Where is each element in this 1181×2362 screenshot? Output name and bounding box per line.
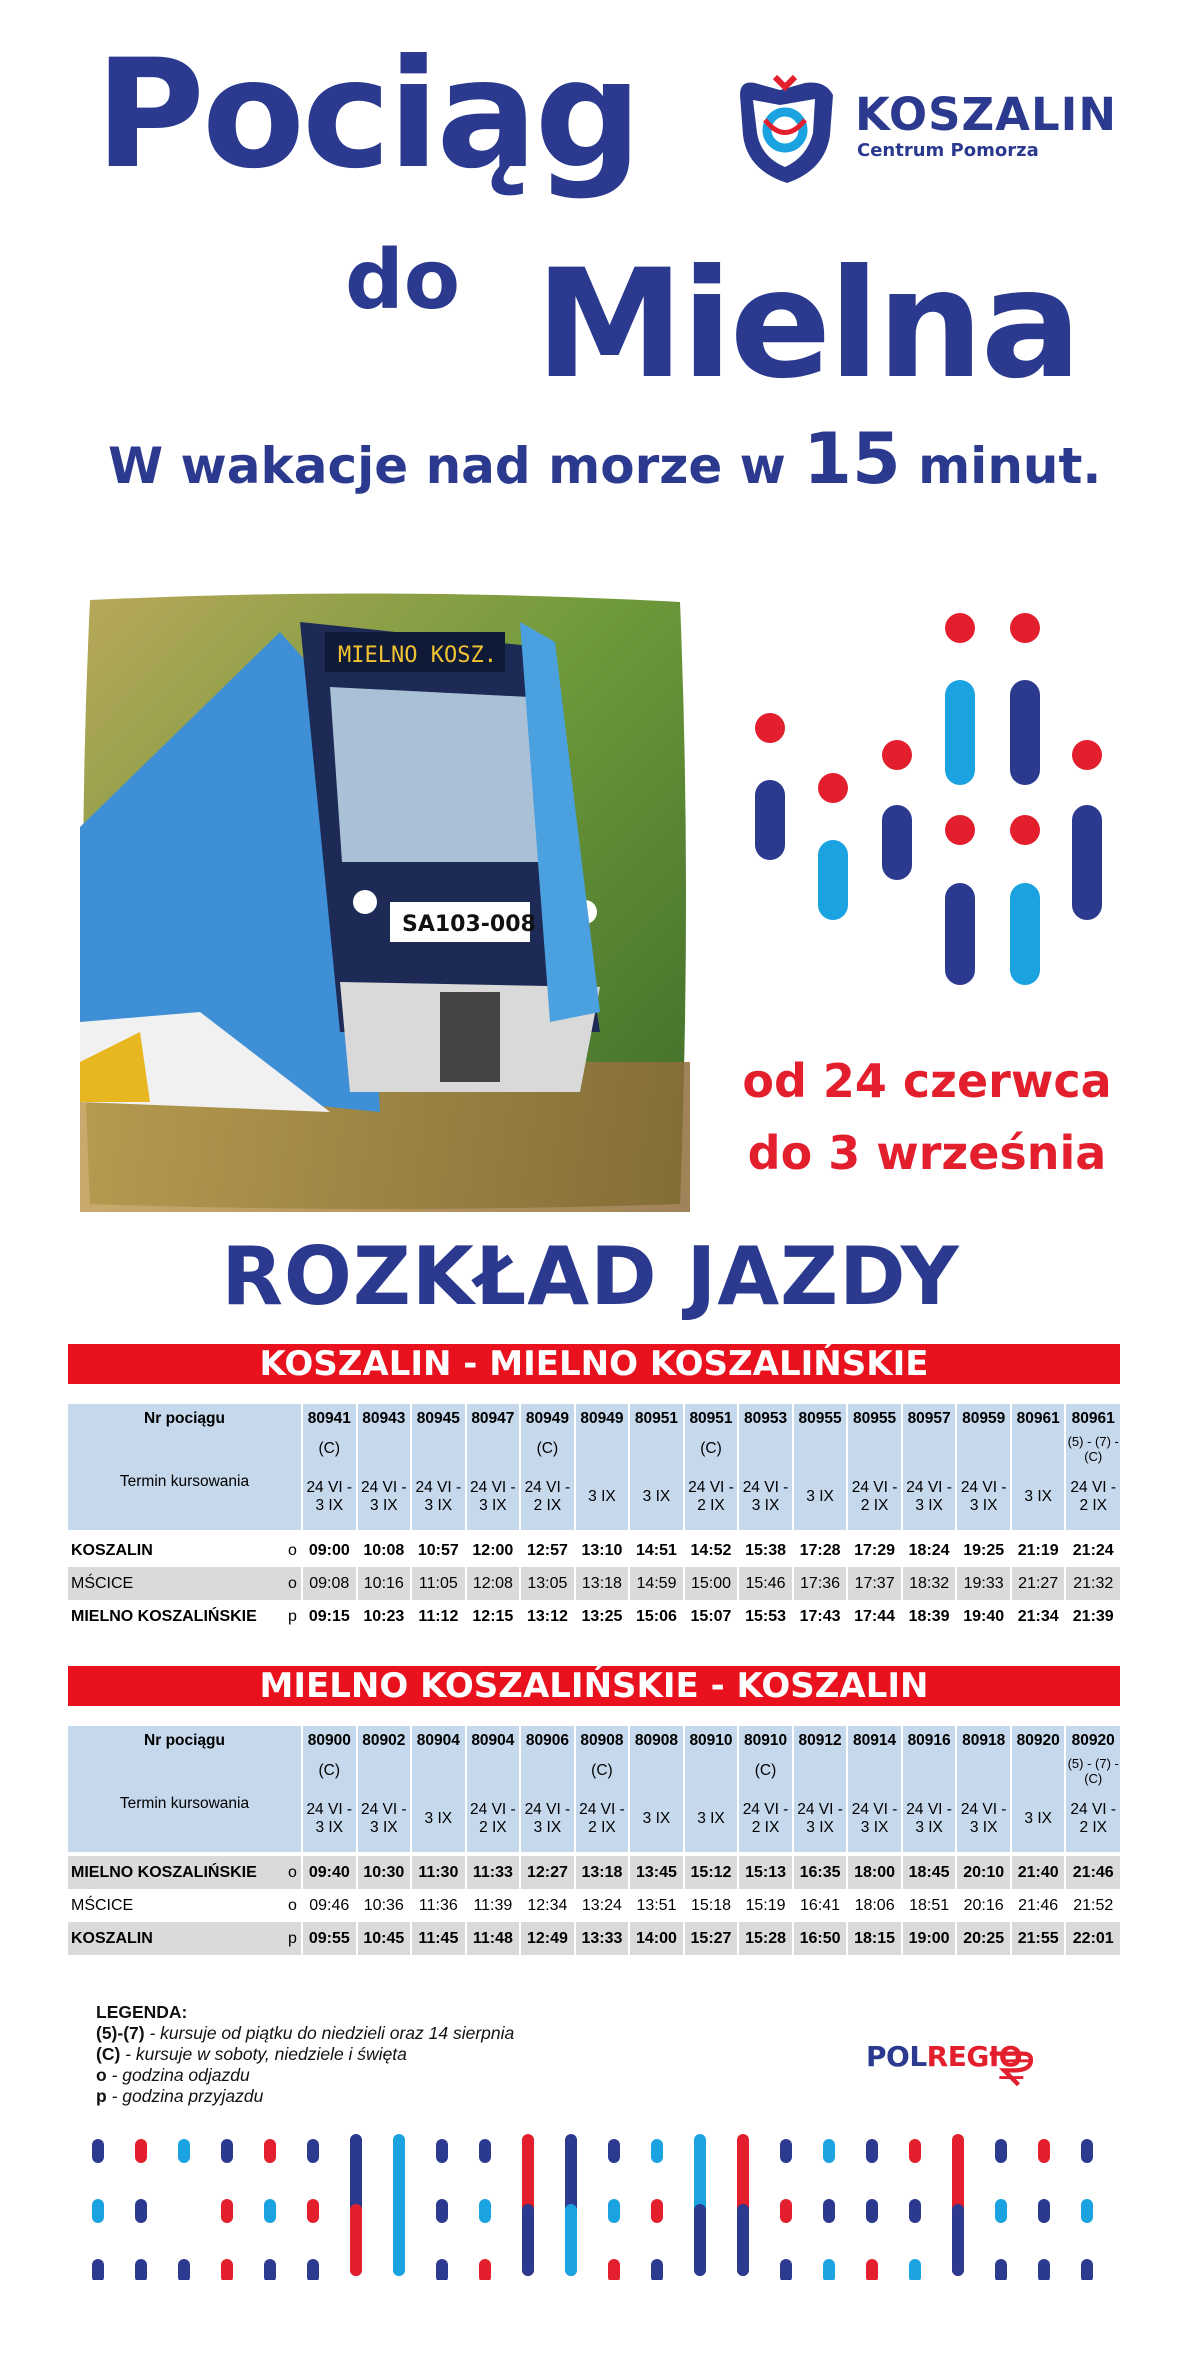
train-days-tag (684, 1756, 739, 1786)
departure-time: 10:36 (357, 1889, 412, 1922)
legend (96, 2002, 514, 2107)
train-term: 24 VI - 3 IX (357, 1464, 412, 1530)
departure-time: 19:25 (956, 1534, 1011, 1567)
train-days-tag (411, 1434, 466, 1464)
departure-time: 16:41 (793, 1889, 848, 1922)
train-term: 24 VI - 2 IX (847, 1464, 902, 1530)
train-number: 80910 (684, 1726, 739, 1756)
train-days-tag (847, 1434, 902, 1464)
departure-time: 14:51 (629, 1534, 684, 1567)
departure-time: 22:01 (1065, 1922, 1120, 1955)
departure-time: 17:29 (847, 1534, 902, 1567)
departure-time: 15:46 (738, 1567, 793, 1600)
departure-time: 10:30 (357, 1856, 412, 1889)
train-days-tag (793, 1756, 848, 1786)
train-number: 80955 (847, 1404, 902, 1434)
train-term: 24 VI - 2 IX (738, 1786, 793, 1852)
departure-time: 15:18 (684, 1889, 739, 1922)
legend-text: - kursuje w soboty, niedziele i święta (120, 2044, 407, 2064)
departure-time: 14:59 (629, 1567, 684, 1600)
departure-time: 21:52 (1065, 1889, 1120, 1922)
train-days-tag (847, 1756, 902, 1786)
departure-time: 13:45 (629, 1856, 684, 1889)
train-term: 24 VI - 2 IX (575, 1786, 630, 1852)
station-name: MŚCICE (68, 1889, 284, 1922)
train-photo (80, 592, 690, 1212)
departure-time: 12:00 (466, 1534, 521, 1567)
train-number-label: Nr pociągu (68, 1726, 302, 1756)
departure-time: 13:51 (629, 1889, 684, 1922)
departure-time: 09:00 (302, 1534, 357, 1567)
train-term: 24 VI - 2 IX (520, 1464, 575, 1530)
departure-time: 15:53 (738, 1600, 793, 1633)
train-number: 80957 (902, 1404, 957, 1434)
train-days-tag (902, 1756, 957, 1786)
train-number: 80951 (629, 1404, 684, 1434)
departure-time: 10:45 (357, 1922, 412, 1955)
table-row (68, 1534, 1120, 1567)
train-term: 3 IX (793, 1464, 848, 1530)
train-days-tag (575, 1434, 630, 1464)
station-name: MIELNO KOSZALIŃSKIE (68, 1856, 284, 1889)
train-number: 80914 (847, 1726, 902, 1756)
route-title-1: KOSZALIN - MIELNO KOSZALIŃSKIE (68, 1344, 1120, 1384)
train-term: 24 VI - 3 IX (902, 1786, 957, 1852)
train-days-tag: (5) - (7) - (C) (1065, 1434, 1120, 1464)
departure-time: 21:27 (1011, 1567, 1066, 1600)
legend-key: (C) (96, 2044, 121, 2064)
legend-title: LEGENDA: (96, 2002, 188, 2022)
train-number: 80943 (357, 1404, 412, 1434)
train-term: 24 VI - 3 IX (956, 1464, 1011, 1530)
departure-time: 15:06 (629, 1600, 684, 1633)
legend-text: - godzina odjazdu (106, 2065, 250, 2085)
timetable-2 (68, 1726, 1120, 1955)
departure-time: 21:40 (1011, 1856, 1066, 1889)
time-type-mark: o (284, 1856, 302, 1889)
departure-time: 15:13 (738, 1856, 793, 1889)
train-number: 80941 (302, 1404, 357, 1434)
departure-time: 21:46 (1065, 1856, 1120, 1889)
route-title-2: MIELNO KOSZALIŃSKIE - KOSZALIN (68, 1666, 1120, 1706)
departure-time: 15:12 (684, 1856, 739, 1889)
departure-time: 11:48 (466, 1922, 521, 1955)
departure-time: 20:16 (956, 1889, 1011, 1922)
train-term: 24 VI - 3 IX (357, 1786, 412, 1852)
title-line-2: Mielna (535, 238, 1079, 412)
departure-time: 10:16 (357, 1567, 412, 1600)
time-type-mark: o (284, 1567, 302, 1600)
polregio-name: POLREGIO (866, 2040, 1023, 2073)
train-number: 80961 (1065, 1404, 1120, 1434)
train-days-tag (520, 1756, 575, 1786)
train-days-tag (466, 1434, 521, 1464)
train-number: 80918 (956, 1726, 1011, 1756)
departure-time: 19:40 (956, 1600, 1011, 1633)
departure-time: 09:46 (302, 1889, 357, 1922)
departure-time: 15:27 (684, 1922, 739, 1955)
departure-time: 21:46 (1011, 1889, 1066, 1922)
departure-time: 18:39 (902, 1600, 957, 1633)
date-from: od 24 czerwca (742, 1054, 1112, 1108)
departure-time: 19:00 (902, 1922, 957, 1955)
train-term: 3 IX (411, 1786, 466, 1852)
departure-time: 10:57 (411, 1534, 466, 1567)
time-type-mark: p (284, 1600, 302, 1633)
train-number: 80910 (738, 1726, 793, 1756)
departure-time: 18:06 (847, 1889, 902, 1922)
train-term: 3 IX (629, 1786, 684, 1852)
train-plate: SA103-008 (402, 912, 536, 937)
departure-time: 18:32 (902, 1567, 957, 1600)
departure-time: 15:38 (738, 1534, 793, 1567)
departure-time: 17:36 (793, 1567, 848, 1600)
train-number: 80908 (575, 1726, 630, 1756)
departure-time: 15:19 (738, 1889, 793, 1922)
departure-time: 12:15 (466, 1600, 521, 1633)
departure-time: 21:19 (1011, 1534, 1066, 1567)
departure-time: 20:10 (956, 1856, 1011, 1889)
train-number: 80949 (575, 1404, 630, 1434)
train-number: 80900 (302, 1726, 357, 1756)
departure-time: 12:08 (466, 1567, 521, 1600)
train-term: 24 VI - 3 IX (302, 1464, 357, 1530)
departure-time: 17:43 (793, 1600, 848, 1633)
train-days-tag (956, 1756, 1011, 1786)
train-days-tag: (C) (684, 1434, 739, 1464)
train-number: 80961 (1011, 1404, 1066, 1434)
legend-key: (5)-(7) (96, 2023, 145, 2043)
train-number: 80949 (520, 1404, 575, 1434)
departure-time: 09:15 (302, 1600, 357, 1633)
tagline-number: 15 (803, 418, 901, 500)
table-row (68, 1856, 1120, 1889)
station-name: MŚCICE (68, 1567, 284, 1600)
departure-time: 09:08 (302, 1567, 357, 1600)
train-display: MIELNO KOSZ. (338, 643, 497, 668)
date-to: do 3 września (747, 1126, 1107, 1180)
train-term: 3 IX (575, 1464, 630, 1530)
train-term: 24 VI - 3 IX (302, 1786, 357, 1852)
departure-time: 17:37 (847, 1567, 902, 1600)
departure-time: 21:55 (1011, 1922, 1066, 1955)
train-term: 24 VI - 3 IX (902, 1464, 957, 1530)
departure-time: 15:28 (738, 1922, 793, 1955)
departure-time: 13:05 (520, 1567, 575, 1600)
train-term: 24 VI - 3 IX (411, 1464, 466, 1530)
departure-time: 13:10 (575, 1534, 630, 1567)
train-days-tag: (5) - (7) - (C) (1065, 1756, 1120, 1786)
title-do: do (345, 233, 461, 328)
date-range (732, 1045, 1122, 1189)
train-days-tag (793, 1434, 848, 1464)
legend-item (96, 2065, 514, 2086)
schedule-heading: ROZKŁAD JAZDY (221, 1230, 960, 1323)
legend-key: o (96, 2065, 107, 2085)
timetable-1 (68, 1404, 1120, 1633)
departure-time: 11:12 (411, 1600, 466, 1633)
legend-item (96, 2086, 514, 2107)
departure-time: 21:32 (1065, 1567, 1120, 1600)
departure-time: 13:12 (520, 1600, 575, 1633)
train-term: 24 VI - 3 IX (793, 1786, 848, 1852)
departure-time: 18:51 (902, 1889, 957, 1922)
table-row (68, 1600, 1120, 1633)
koszalin-heart-shield-icon (740, 77, 833, 183)
train-number: 80908 (629, 1726, 684, 1756)
departure-time: 13:18 (575, 1856, 630, 1889)
title-line-1: Pociąg (95, 28, 639, 202)
station-name: KOSZALIN (68, 1922, 284, 1955)
departure-time: 09:40 (302, 1856, 357, 1889)
train-days-tag (956, 1434, 1011, 1464)
train-days-tag (411, 1756, 466, 1786)
train-days-tag: (C) (302, 1756, 357, 1786)
departure-time: 20:25 (956, 1922, 1011, 1955)
train-days-tag (629, 1434, 684, 1464)
tagline-post: minut. (900, 437, 1102, 495)
train-days-tag: (C) (302, 1434, 357, 1464)
departure-time: 12:27 (520, 1856, 575, 1889)
departure-time: 15:00 (684, 1567, 739, 1600)
train-number: 80906 (520, 1726, 575, 1756)
departure-time: 21:34 (1011, 1600, 1066, 1633)
departure-time: 21:39 (1065, 1600, 1120, 1633)
train-number: 80912 (793, 1726, 848, 1756)
train-number: 80951 (684, 1404, 739, 1434)
train-days-tag (357, 1756, 412, 1786)
departure-time: 19:33 (956, 1567, 1011, 1600)
logo-name: KOSZALIN (855, 88, 1118, 141)
departure-time: 11:45 (411, 1922, 466, 1955)
departure-time: 12:57 (520, 1534, 575, 1567)
train-days-tag: (C) (520, 1434, 575, 1464)
departure-time: 11:39 (466, 1889, 521, 1922)
train-term: 3 IX (1011, 1786, 1066, 1852)
train-number: 80959 (956, 1404, 1011, 1434)
train-term: 3 IX (1011, 1464, 1066, 1530)
train-term: 3 IX (684, 1786, 739, 1852)
train-number: 80916 (902, 1726, 957, 1756)
tagline (108, 418, 1101, 500)
legend-text: - godzina przyjazdu (106, 2086, 264, 2106)
departure-time: 13:24 (575, 1889, 630, 1922)
departure-time: 11:33 (466, 1856, 521, 1889)
legend-key: p (96, 2086, 107, 2106)
table-row (68, 1567, 1120, 1600)
departure-time: 10:08 (357, 1534, 412, 1567)
train-days-tag: (C) (738, 1756, 793, 1786)
departure-time: 13:25 (575, 1600, 630, 1633)
time-type-mark: p (284, 1922, 302, 1955)
train-term: 24 VI - 3 IX (738, 1464, 793, 1530)
train-term: 24 VI - 3 IX (520, 1786, 575, 1852)
train-number: 80945 (411, 1404, 466, 1434)
train-number: 80953 (738, 1404, 793, 1434)
departure-time: 18:24 (902, 1534, 957, 1567)
term-label: Termin kursowania (68, 1434, 302, 1530)
departure-time: 11:36 (411, 1889, 466, 1922)
train-days-tag (629, 1756, 684, 1786)
train-days-tag (466, 1756, 521, 1786)
train-days-tag (357, 1434, 412, 1464)
train-days-tag (1011, 1756, 1066, 1786)
departure-time: 17:44 (847, 1600, 902, 1633)
station-name: KOSZALIN (68, 1534, 284, 1567)
time-type-mark: o (284, 1534, 302, 1567)
departure-time: 11:05 (411, 1567, 466, 1600)
time-type-mark: o (284, 1889, 302, 1922)
departure-time: 16:35 (793, 1856, 848, 1889)
train-number: 80902 (357, 1726, 412, 1756)
polregio-logo-icon (985, 2028, 1095, 2108)
train-term: 24 VI - 2 IX (1065, 1464, 1120, 1530)
departure-time: 11:30 (411, 1856, 466, 1889)
departure-time: 16:50 (793, 1922, 848, 1955)
train-days-tag (1011, 1434, 1066, 1464)
train-number: 80904 (466, 1726, 521, 1756)
table-row (68, 1922, 1120, 1955)
train-term: 24 VI - 2 IX (1065, 1786, 1120, 1852)
decorative-pattern (740, 600, 1120, 1000)
departure-time: 14:52 (684, 1534, 739, 1567)
departure-time: 21:24 (1065, 1534, 1120, 1567)
departure-time: 13:33 (575, 1922, 630, 1955)
table-row (68, 1889, 1120, 1922)
legend-item (96, 2023, 514, 2044)
train-days-tag: (C) (575, 1756, 630, 1786)
tagline-pre: W wakacje nad morze w (108, 437, 804, 495)
departure-time: 15:07 (684, 1600, 739, 1633)
train-days-tag (738, 1434, 793, 1464)
train-term: 24 VI - 2 IX (684, 1464, 739, 1530)
departure-time: 14:00 (629, 1922, 684, 1955)
train-term: 24 VI - 3 IX (847, 1786, 902, 1852)
departure-time: 18:15 (847, 1922, 902, 1955)
departure-time: 13:18 (575, 1567, 630, 1600)
train-term: 24 VI - 3 IX (466, 1464, 521, 1530)
departure-time: 18:00 (847, 1856, 902, 1889)
departure-time: 10:23 (357, 1600, 412, 1633)
departure-time: 12:34 (520, 1889, 575, 1922)
train-number-label: Nr pociągu (68, 1404, 302, 1434)
departure-time: 12:49 (520, 1922, 575, 1955)
legend-text: - kursuje od piątku do niedzieli oraz 14 sierpnia (144, 2023, 515, 2043)
logo-subtitle: Centrum Pomorza (857, 140, 1039, 161)
train-number: 80920 (1011, 1726, 1066, 1756)
train-number: 80947 (466, 1404, 521, 1434)
train-days-tag (902, 1434, 957, 1464)
legend-item (96, 2044, 514, 2065)
departure-time: 18:45 (902, 1856, 957, 1889)
train-number: 80955 (793, 1404, 848, 1434)
bottom-decorative-pattern (90, 2130, 1100, 2280)
train-term: 3 IX (629, 1464, 684, 1530)
train-term: 24 VI - 2 IX (466, 1786, 521, 1852)
station-name: MIELNO KOSZALIŃSKIE (68, 1600, 284, 1633)
train-term: 24 VI - 3 IX (956, 1786, 1011, 1852)
departure-time: 17:28 (793, 1534, 848, 1567)
train-number: 80904 (411, 1726, 466, 1756)
train-number: 80920 (1065, 1726, 1120, 1756)
term-label: Termin kursowania (68, 1756, 302, 1852)
departure-time: 09:55 (302, 1922, 357, 1955)
